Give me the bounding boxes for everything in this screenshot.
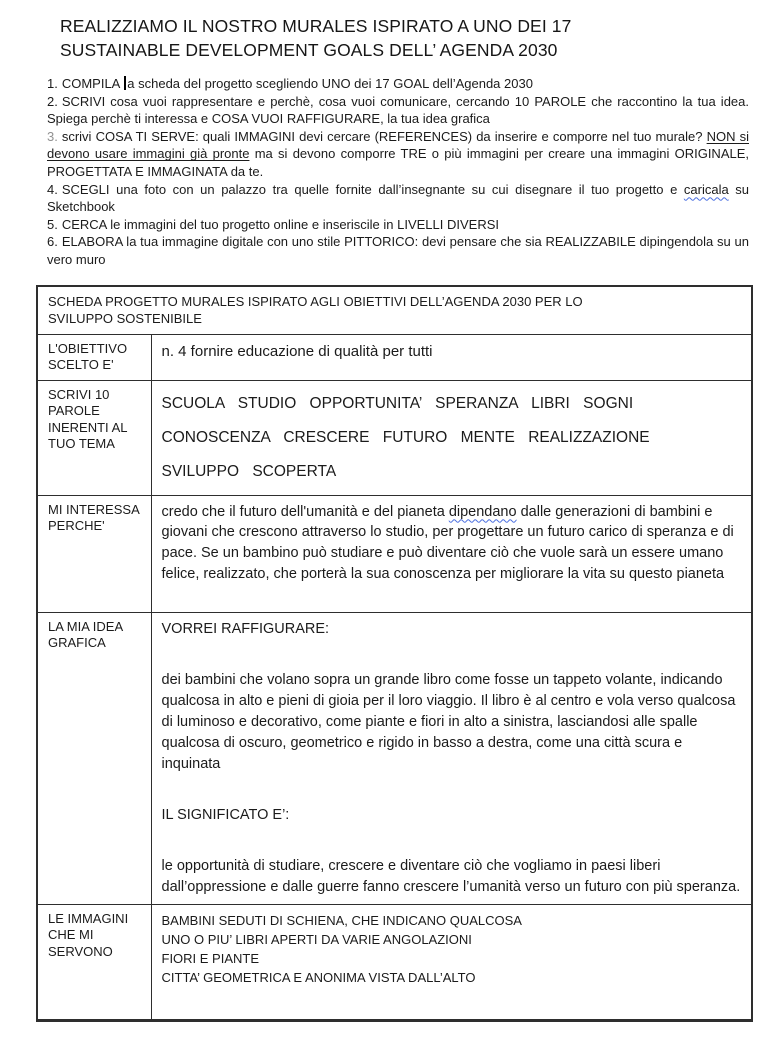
project-table [36, 285, 753, 1022]
row-label-text: LA MIA IDEA GRAFICA [48, 618, 123, 651]
significato-label: IL SIGNIFICATO E’: [161, 806, 290, 823]
table-row [37, 334, 752, 380]
table-row [37, 495, 752, 612]
instruction-number: 3. [47, 128, 58, 144]
significato-text: le opportunità di studiare, crescere e diventare ciò che vogliamo in paesi liberi dall’oppressione e dalle guerre fanno crescere l’umanità verso un futuro con più speranza. [161, 857, 741, 895]
row-value-text [162, 502, 742, 606]
row-label-obiettivo[interactable] [37, 334, 151, 380]
parole-line: CONOSCENZA CRESCERE FUTURO MENTE REALIZZAZIONE [161, 428, 650, 446]
table-header-cell[interactable] [37, 286, 752, 335]
instruction-number: 1. [47, 76, 58, 91]
row-label-immagini[interactable] [37, 904, 151, 1020]
misspelled-word: dipendano [448, 503, 517, 520]
instruction-text: su Sketchbook [47, 181, 749, 215]
instruction-number: 4. [47, 181, 58, 197]
instruction-item-1[interactable] [36, 75, 749, 93]
immagini-line: FIORI E PIANTE [161, 950, 260, 966]
row-label-text: L'OBIETTIVO SCELTO E' [48, 340, 128, 373]
row-value-interessa[interactable] [151, 495, 752, 612]
instruction-text: SCEGLI una foto con un palazzo tra quelle fornite dall’insegnante su cui disegnare il tuo progetto e [61, 181, 684, 197]
instruction-text: ELABORA la tua immagine digitale con uno stile PITTORICO: devi pensare che sia REALIZZABILE dipingendola su un vero muro [47, 234, 749, 267]
instruction-text: ma si devono comporre TRE o più immagini per creare una immagini ORIGINALE, PROGETTATA E IMMAGINATA da te. [47, 146, 749, 179]
table-row [37, 380, 752, 495]
page-title-line2: SUSTAINABLE DEVELOPMENT GOALS DELL’ AGENDA 2030 [60, 40, 558, 60]
row-value-text: n. 4 fornire educazione di qualità per tutti [161, 342, 433, 360]
table-row [37, 286, 752, 335]
row-label-text: LE IMMAGINI CHE MI SERVONO [48, 910, 129, 959]
vorrei-text: dei bambini che volano sopra un grande libro come fosse un tappeto volante, indicando qualcosa in alto e pieni di gioia per il loro viaggio. Il libro è al centro e vola verso qualcosa di luminoso e decorativo, come piante e fiori in alto a sinistra, lasciandosi alle spalle qualcosa di oscuro, geometrico e rigido in basso a destra, come una città scura e inquinata [161, 671, 736, 772]
instruction-text: a scheda del progetto scegliendo UNO dei 17 GOAL dell’Agenda 2030 [127, 76, 533, 91]
row-value-idea[interactable] [151, 612, 752, 904]
row-value-text [162, 387, 742, 489]
instruction-text: CERCA le immagini del tuo progetto online e inseriscile in LIVELLI DIVERSI [61, 216, 500, 232]
row-value-text [162, 911, 742, 1013]
instruction-number: 6. [47, 234, 58, 250]
table-header-text: SCHEDA PROGETTO MURALES ISPIRATO AGLI OBIETTIVI DELL’AGENDA 2030 PER LO SVILUPPO SOSTENIBILE [48, 293, 583, 327]
instruction-item-6[interactable] [36, 233, 749, 268]
parole-line: SCUOLA STUDIO OPPORTUNITA’ SPERANZA LIBRI SOGNI [161, 394, 634, 412]
row-label-text: SCRIVI 10 PAROLE INERENTI AL TUO TEMA [48, 386, 127, 452]
instruction-item-3[interactable] [36, 128, 749, 181]
row-value-obiettivo[interactable] [151, 334, 752, 380]
row-value-parole[interactable] [151, 380, 752, 495]
row-label-parole[interactable] [37, 380, 151, 495]
immagini-line: BAMBINI SEDUTI DI SCHIENA, CHE INDICANO QUALCOSA [161, 912, 522, 928]
row-label-text: MI INTERESSA PERCHE' [48, 501, 140, 534]
instruction-number: 5. [47, 216, 58, 232]
vorrei-label: VORREI RAFFIGURARE: [161, 620, 330, 637]
underlined-text: NON si devono usare immagini già pronte [47, 128, 749, 162]
instruction-text: scrivi COSA TI SERVE: quali IMMAGINI devi cercare (REFERENCES) da inserire e comporre nel tuo murale? [61, 128, 707, 144]
paragraph-text: dalle generazioni di bambini e giovani che crescono attraverso lo studio, per progettare un futuro carico di speranza e di pace. Se un bambino può studiare e può diventare ciò che vuole sarà un essere umano felice, realizzato, che porterà la sua conoscenza per migliorare la vita su questo pianeta [161, 503, 734, 582]
instruction-list [36, 75, 749, 269]
row-label-idea[interactable] [37, 612, 151, 904]
misspelled-word: caricala [683, 181, 729, 197]
immagini-line: CITTA’ GEOMETRICA E ANONIMA VISTA DALL’ALTO [161, 969, 476, 985]
paragraph-text: credo che il futuro dell'umanità e del pianeta [161, 503, 449, 520]
instruction-item-5[interactable] [36, 216, 749, 234]
instruction-item-4[interactable] [36, 181, 749, 216]
document-page[interactable] [0, 14, 783, 1038]
instruction-text: SCRIVI cosa vuoi rappresentare e perchè, cosa vuoi comunicare, cercando 10 PAROLE che raccontino la tua idea. Spiega perchè ti interessa e COSA VUOI RAFFIGURARE, la tua idea grafica [47, 93, 749, 127]
page-title-line1: REALIZZIAMO IL NOSTRO MURALES ISPIRATO A UNO DEI 17 [60, 16, 572, 36]
row-value-text [162, 619, 742, 898]
text-cursor [124, 76, 126, 90]
page-title [60, 14, 743, 62]
parole-line: SVILUPPO SCOPERTA [161, 462, 337, 480]
instruction-number: 2. [47, 93, 58, 109]
instruction-item-2[interactable] [36, 93, 749, 128]
immagini-line: UNO O PIU’ LIBRI APERTI DA VARIE ANGOLAZIONI [161, 931, 472, 947]
table-row [37, 904, 752, 1020]
instruction-text: COMPILA [61, 76, 124, 91]
table-row [37, 612, 752, 904]
row-value-immagini[interactable] [151, 904, 752, 1020]
row-label-interessa[interactable] [37, 495, 151, 612]
